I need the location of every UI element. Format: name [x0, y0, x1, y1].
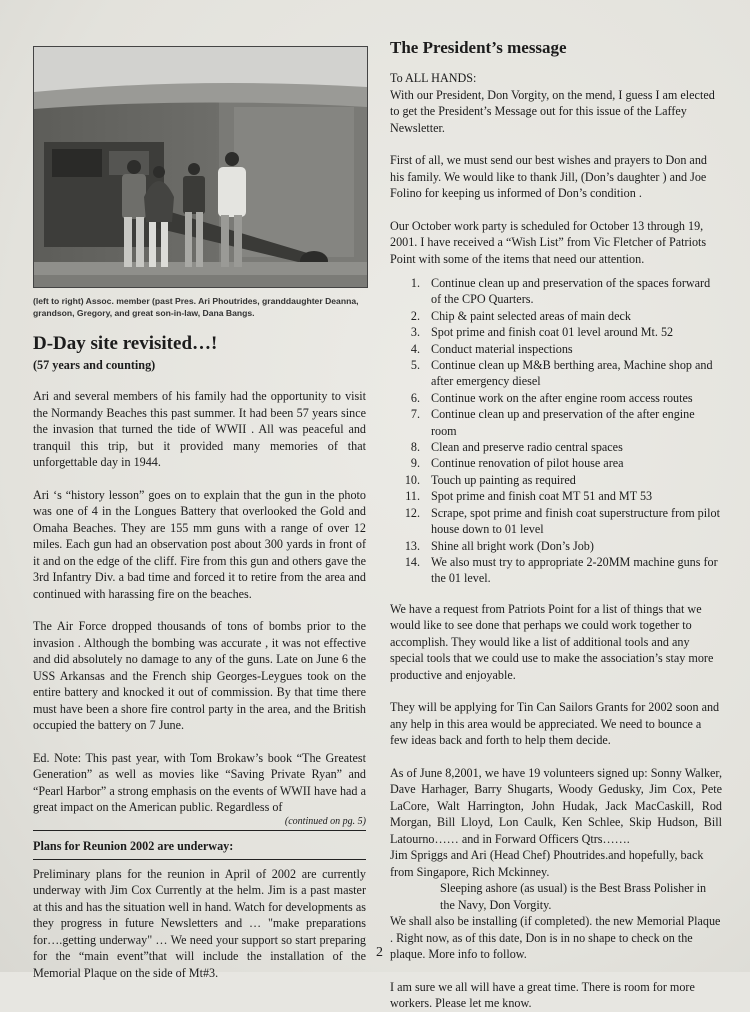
photo-illustration: [34, 47, 367, 287]
president-paragraph-7: Jim Spriggs and Ari (Head Chef) Phoutrides.and hopefully, back from Singapore, Rich Mckinney.: [390, 848, 704, 879]
president-title: The President’s message: [390, 38, 567, 57]
list-number: 5.: [410, 358, 420, 373]
president-paragraph-8: Sleeping ashore (as usual) is the Best Brass Polisher in the Navy, Don Vorgity.: [440, 881, 707, 912]
list-text: Touch up painting as required: [431, 472, 576, 487]
plans-title: Plans for Reunion 2002 are underway:: [33, 838, 234, 853]
list-number: 2.: [410, 308, 420, 323]
list-item: [390, 390, 722, 406]
list-item: [390, 406, 722, 439]
list-text: Continue clean up M&B berthing area, Machine shop and after emergency diesel: [431, 358, 713, 389]
page-number: 2: [376, 945, 383, 960]
photo-caption: (left to right) Assoc. member (past Pres. Ari Phoutrides, granddaughter Deanna, grandson, Gregory, and great son-in-law, Dana Bangs.: [33, 296, 359, 318]
list-text: Continue work on the after engine room access routes: [431, 390, 693, 405]
dday-paragraph-1: Ari and several members of his family had the opportunity to visit the Normandy Beaches this past summer. It had been 57 years since the invasion that turned the tide of WWII . All was peaceful and tranquil this trip, but it provided many memories of that unforgettable day in 1944.: [33, 389, 366, 469]
list-item: [390, 357, 722, 390]
president-greeting: To ALL HANDS:: [390, 71, 477, 85]
list-item: [390, 488, 722, 504]
list-item: [390, 554, 722, 587]
list-number: 9.: [410, 456, 420, 471]
list-number: 11.: [405, 489, 420, 504]
list-text: Chip & paint selected areas of main deck: [431, 308, 631, 323]
right-column: [390, 38, 722, 1012]
wish-list: [390, 275, 722, 587]
list-number: 8.: [410, 440, 420, 455]
list-text: Conduct material inspections: [431, 341, 573, 356]
plans-article: [33, 839, 366, 982]
list-item: [390, 275, 722, 308]
dday-subtitle: (57 years and counting): [33, 358, 156, 372]
list-number: 7.: [410, 407, 420, 422]
section-divider: [33, 830, 366, 831]
list-number: 13.: [404, 538, 420, 553]
list-number: 6.: [410, 390, 420, 405]
list-item: [390, 505, 722, 538]
president-paragraph-4: We have a request from Patriots Point for a list of things that we would like to see done that perhaps we could work together to accomplish. They would like a list of additional tools and any special tools that we could use to make the association’s stay more productive and enjoyable.: [390, 601, 714, 682]
list-number: 10.: [404, 472, 420, 487]
list-number: 12.: [404, 505, 420, 520]
left-column: [33, 46, 366, 981]
list-text: Spot prime and finish coat 01 level around Mt. 52: [431, 325, 674, 340]
list-item: [390, 472, 722, 488]
plans-body: Preliminary plans for the reunion in April of 2002 are currently underway with Jim Cox Currently at the helm. Jim is a past master at this and has the situation well in hand. Watch for developments as they progress in future Newsletters and … "make preparations for….getting underway" … We need your support so start preparing for the “main event”that will include the installation of the Memorial Plaque on the side of Mt#3.: [33, 866, 366, 980]
list-text: Scrape, spot prime and finish coat superstructure from pilot house down to 01 level: [431, 505, 720, 537]
plans-divider: [33, 859, 366, 860]
continued-note: (continued on pg. 5): [284, 815, 366, 827]
dday-paragraph-3: The Air Force dropped thousands of tons of bombs prior to the invasion . Although the bombing was accurate , it was not effective and did absolutely no damage to any of the guns. Late on June 6 the USS Arkansas and the French ship Georges-Leygues took on the entire battery and knocked it out of commission. By that time there must have been a shore fire control party in the area, and the British occupied the battery on 7 June.: [33, 619, 366, 732]
list-number: 1.: [410, 276, 420, 290]
president-paragraph-6: As of June 8,2001, we have 19 volunteers signed up: Sonny Walker, Dave Harhager, Barry Shugarts, Woody Gedusky, Jim Cox, Pete LaCore, Walt Harrington, John Hudak, Jack MacCaskill, Rod Morgan, Bill Lloyd, Lon Caulk, Ken Schlee, Skip Hudson, Bill Latourno…… and in Forward Officers Qtrs…….: [390, 765, 722, 846]
list-number: 3.: [410, 325, 420, 340]
dday-paragraph-2: [33, 487, 366, 603]
list-item: [390, 439, 722, 455]
president-paragraph-3: Our October work party is scheduled for October 13 through 19, 2001. I have received a “Wish List” from Vic Fletcher of Patriots Point with some of the items that need our attention.: [390, 218, 707, 266]
president-paragraph-5: They will be applying for Tin Can Sailors Grants for 2002 soon and any help in this area would be appreciated. We need to bounce a few ideas back and forth to help them decide.: [390, 700, 720, 748]
president-paragraph-2: First of all, we must send our best wishes and prayers to Don and his family. We would like to thank Jill, (Don’s daughter ) and Joe Folino for keeping us informed of Don’s condition .: [390, 153, 707, 200]
president-paragraph-1: With our President, Don Vorgity, on the mend, I guess I am elected to get the President’s Message out for this issue of the Laffey Newsletter.: [390, 87, 715, 135]
list-number: 14.: [404, 554, 420, 569]
dday-article: [33, 333, 366, 831]
list-item: [390, 324, 722, 340]
president-paragraph-9: We shall also be installing (if completed). the new Memorial Plaque . Right now, as of this date, Don is in no shape to check on the plaque. More info to follow.: [390, 914, 721, 962]
list-text: We also must try to appropriate 2-20MM machine guns for the 01 level.: [431, 554, 718, 586]
list-item: [390, 308, 722, 324]
list-text: Continue clean up and preservation of the after engine room: [431, 407, 695, 438]
list-text: Continue clean up and preservation of the spaces forward of the CPO Quarters.: [431, 276, 711, 307]
list-item: [390, 538, 722, 554]
list-text: Clean and preserve radio central spaces: [431, 440, 623, 455]
list-item: [390, 341, 722, 357]
list-item: [390, 455, 722, 471]
dday-paragraph-4: Ed. Note: This past year, with Tom Brokaw’s book “The Greatest Generation” as well as movies like “Saving Private Ryan” and “Pearl Harbor” a strong emphasis on the events of WWII have had a great impact on the American public. Regardless of: [33, 750, 366, 814]
list-number: 4.: [410, 341, 420, 356]
dday-paragraph-2-text: Ari ‘s “history lesson” goes on to explain that the gun in the photo was one of 4 in the Longues Battery that overlooked the Gold and Omaha Beaches. They are 155 mm guns with a range of over 12 miles. Each gun had an observation post about 300 yards in front of it and on the edge of the cliff. Fire from this gun and others gave the 3rd Infantry Div. a bad time and forced it to retire from the area and continued with harassing fire on the beaches.: [33, 487, 366, 601]
list-text: Continue renovation of pilot house area: [431, 456, 624, 471]
president-paragraph-10: I am sure we all will have a great time. There is room for more workers. Please let me know.: [390, 979, 695, 1011]
list-text: Spot prime and finish coat MT 51 and MT 53: [431, 489, 653, 504]
list-text: Shine all bright work (Don’s Job): [431, 538, 594, 553]
normandy-gun-photo: [33, 46, 368, 288]
dday-title: D-Day site revisited…!: [33, 333, 218, 354]
